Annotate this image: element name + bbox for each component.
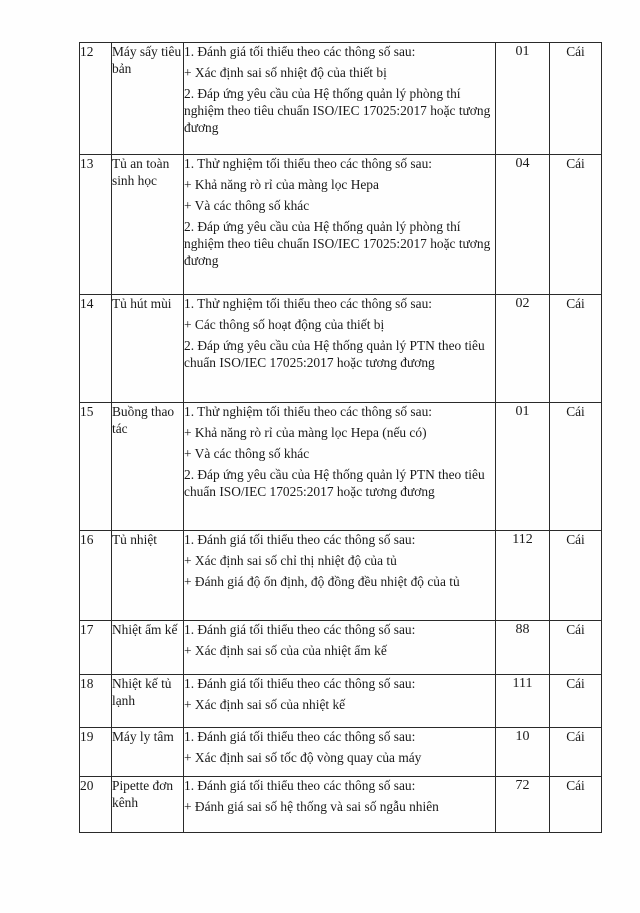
requirement-line: + Đánh giá sai số hệ thống và sai số ngẫu nhiên: [184, 799, 439, 814]
requirements-cell: [184, 43, 496, 155]
unit: Cái: [550, 531, 602, 621]
requirement-line: + Xác định sai số nhiệt độ của thiết bị: [184, 65, 387, 80]
requirement-line: 1. Đánh giá tối thiểu theo các thông số sau:: [184, 44, 416, 59]
row-number: 15: [80, 403, 112, 531]
requirements-cell: [184, 675, 496, 728]
requirements-cell: [184, 621, 496, 675]
unit: Cái: [550, 675, 602, 728]
requirement-line: 1. Thử nghiệm tối thiểu theo các thông số sau:: [184, 156, 433, 171]
table-row: [80, 728, 602, 777]
requirement-line: + Khả năng rò rỉ của màng lọc Hepa (nếu có): [184, 425, 427, 440]
requirement-line: + Đánh giá độ ổn định, độ đồng đều nhiệt độ của tủ: [184, 574, 460, 589]
requirement-line: + Xác định sai số tốc độ vòng quay của máy: [184, 750, 422, 765]
equipment-name: Pipette đơn kênh: [112, 777, 184, 833]
table-row: [80, 403, 602, 531]
row-number: 13: [80, 155, 112, 295]
unit: Cái: [550, 43, 602, 155]
unit: Cái: [550, 295, 602, 403]
equipment-name: Nhiệt kế tủ lạnh: [112, 675, 184, 728]
table-row: [80, 531, 602, 621]
table-row: [80, 155, 602, 295]
unit: Cái: [550, 155, 602, 295]
requirement-line: + Khả năng rò rỉ của màng lọc Hepa: [184, 177, 379, 192]
equipment-name: Tủ nhiệt: [112, 531, 184, 621]
equipment-name: Máy sấy tiêu bản: [112, 43, 184, 155]
equipment-name: Nhiệt ẩm kế: [112, 621, 184, 675]
row-number: 12: [80, 43, 112, 155]
requirement-line: 2. Đáp ứng yêu cầu của Hệ thống quản lý PTN theo tiêu chuẩn ISO/IEC 17025:2017 hoặc tương đương: [184, 338, 485, 370]
row-number: 16: [80, 531, 112, 621]
row-number: 17: [80, 621, 112, 675]
unit: Cái: [550, 621, 602, 675]
requirements-cell: [184, 295, 496, 403]
row-number: 20: [80, 777, 112, 833]
equipment-name: Tủ hút mùi: [112, 295, 184, 403]
table-row: [80, 675, 602, 728]
requirement-line: 1. Thử nghiệm tối thiểu theo các thông số sau:: [184, 404, 433, 419]
requirements-cell: [184, 531, 496, 621]
requirements-cell: [184, 728, 496, 777]
row-number: 14: [80, 295, 112, 403]
quantity: 04: [496, 155, 550, 295]
quantity: 72: [496, 777, 550, 833]
requirement-line: + Xác định sai số của của nhiệt ẩm kế: [184, 643, 387, 658]
row-number: 18: [80, 675, 112, 728]
requirement-line: 2. Đáp ứng yêu cầu của Hệ thống quản lý phòng thí nghiệm theo tiêu chuẩn ISO/IEC 17025:2017 hoặc tương đương: [184, 86, 491, 135]
equipment-name: Máy ly tâm: [112, 728, 184, 777]
quantity: 111: [496, 675, 550, 728]
requirement-line: 1. Đánh giá tối thiểu theo các thông số sau:: [184, 778, 416, 793]
table-row: [80, 621, 602, 675]
table-row: [80, 43, 602, 155]
unit: Cái: [550, 403, 602, 531]
requirements-cell: [184, 155, 496, 295]
requirement-line: 1. Đánh giá tối thiểu theo các thông số sau:: [184, 676, 416, 691]
quantity: 112: [496, 531, 550, 621]
requirement-line: + Và các thông số khác: [184, 446, 310, 461]
requirement-line: + Xác định sai số của nhiệt kế: [184, 697, 346, 712]
unit: Cái: [550, 777, 602, 833]
equipment-table: [79, 42, 602, 833]
row-number: 19: [80, 728, 112, 777]
quantity: 01: [496, 43, 550, 155]
requirements-cell: [184, 403, 496, 531]
requirement-line: 2. Đáp ứng yêu cầu của Hệ thống quản lý PTN theo tiêu chuẩn ISO/IEC 17025:2017 hoặc tương đương: [184, 467, 485, 499]
quantity: 01: [496, 403, 550, 531]
requirement-line: 1. Thử nghiệm tối thiểu theo các thông số sau:: [184, 296, 433, 311]
requirements-cell: [184, 777, 496, 833]
table-row: [80, 295, 602, 403]
requirement-line: 1. Đánh giá tối thiểu theo các thông số sau:: [184, 729, 416, 744]
requirement-line: + Xác định sai số chỉ thị nhiệt độ của tủ: [184, 553, 397, 568]
equipment-name: Buồng thao tác: [112, 403, 184, 531]
requirement-line: + Các thông số hoạt động của thiết bị: [184, 317, 385, 332]
quantity: 02: [496, 295, 550, 403]
quantity: 88: [496, 621, 550, 675]
equipment-name: Tủ an toàn sinh học: [112, 155, 184, 295]
requirement-line: 2. Đáp ứng yêu cầu của Hệ thống quản lý phòng thí nghiệm theo tiêu chuẩn ISO/IEC 17025:2017 hoặc tương đương: [184, 219, 491, 268]
requirement-line: 1. Đánh giá tối thiểu theo các thông số sau:: [184, 532, 416, 547]
quantity: 10: [496, 728, 550, 777]
requirement-line: + Và các thông số khác: [184, 198, 310, 213]
requirement-line: 1. Đánh giá tối thiểu theo các thông số sau:: [184, 622, 416, 637]
unit: Cái: [550, 728, 602, 777]
table-row: [80, 777, 602, 833]
